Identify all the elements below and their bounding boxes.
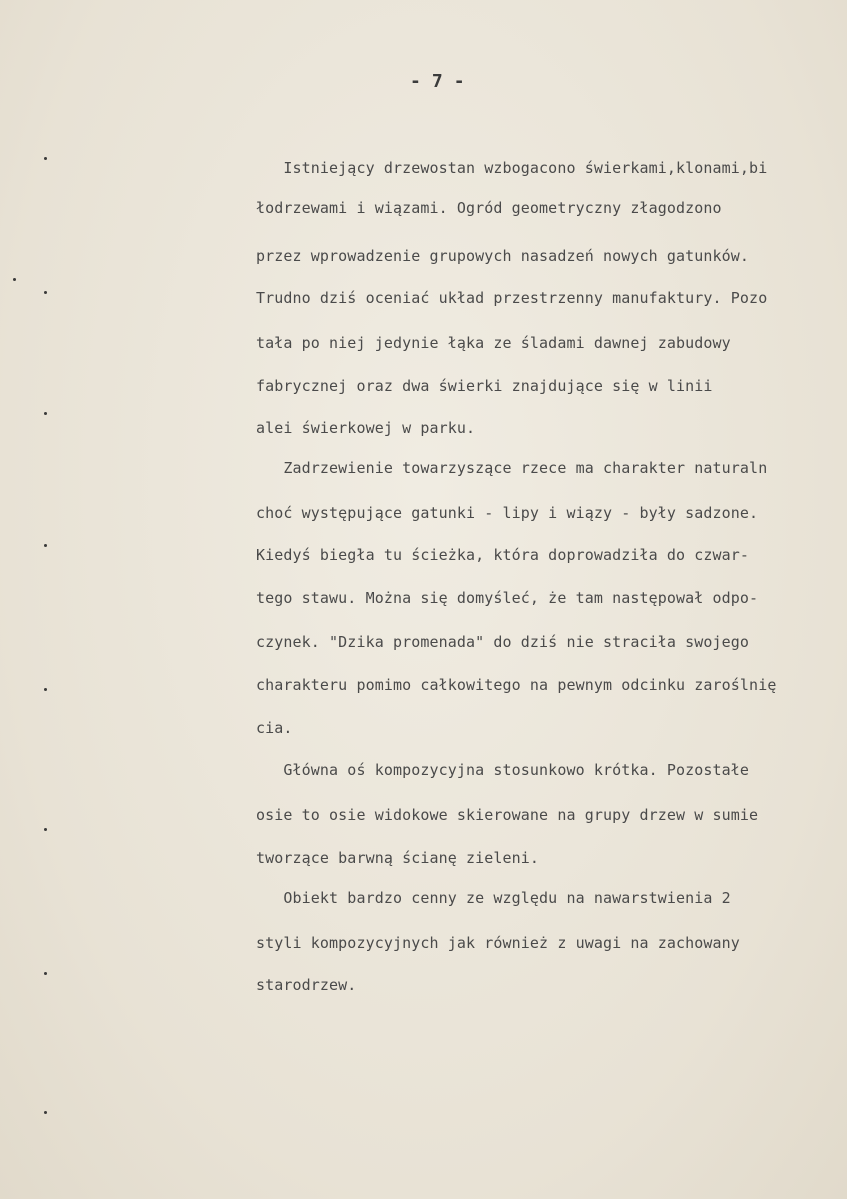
margin-dot [44,828,47,831]
margin-dot [44,544,47,547]
paragraph-4 [256,888,847,994]
text-line: Obiekt bardzo cenny ze względu na nawarstwienia 2 [256,889,731,907]
margin-dot [44,157,47,160]
margin-dot [44,412,47,415]
text-line: starodrzew. [256,976,357,994]
text-line: tworzące barwną ścianę zieleni. [256,849,540,867]
margin-dot [13,278,16,281]
page-number: - 7 - [410,71,465,92]
text-line: alei świerkowej w parku. [256,419,476,437]
text-line: Zadrzewienie towarzyszące rzece ma charakter naturaln [256,459,768,477]
text-line: cia. [256,719,293,737]
margin-dot [44,972,47,975]
text-line: Kiedyś biegła tu ścieżka, która doprowadziła do czwar- [256,546,750,564]
margin-dot [44,688,47,691]
text-line: styli kompozycyjnych jak również z uwagi na zachowany [256,934,740,952]
text-line: fabrycznej oraz dwa świerki znajdujące się w linii [256,377,713,395]
text-line: przez wprowadzenie grupowych nasadzeń nowych gatunków. [256,247,750,265]
text-line: tała po niej jedynie łąka ze śladami dawnej zabudowy [256,334,731,352]
text-line: Główna oś kompozycyjna stosunkowo krótka. Pozostałe [256,761,750,779]
text-line: łodrzewami i wiązami. Ogród geometryczny złagodzono [256,199,722,217]
text-line: Trudno dziś oceniać układ przestrzenny manufaktury. Pozo [256,289,768,307]
text-line: choć występujące gatunki - lipy i wiązy - były sadzone. [256,504,759,522]
paragraph-1 [256,158,847,437]
margin-dot [44,1111,47,1114]
text-line: charakteru pomimo całkowitego na pewnym odcinku zaroślnię [256,676,777,694]
text-line: czynek. "Dzika promenada" do dziś nie straciła swojego [256,633,750,651]
margin-dot [44,291,47,294]
paragraph-3 [256,760,847,867]
text-line: osie to osie widokowe skierowane na grupy drzew w sumie [256,806,759,824]
text-line: Istniejący drzewostan wzbogacono świerkami,klonami,bi [256,159,768,177]
paragraph-2 [256,458,847,737]
text-line: tego stawu. Można się domyśleć, że tam następował odpo- [256,589,759,607]
